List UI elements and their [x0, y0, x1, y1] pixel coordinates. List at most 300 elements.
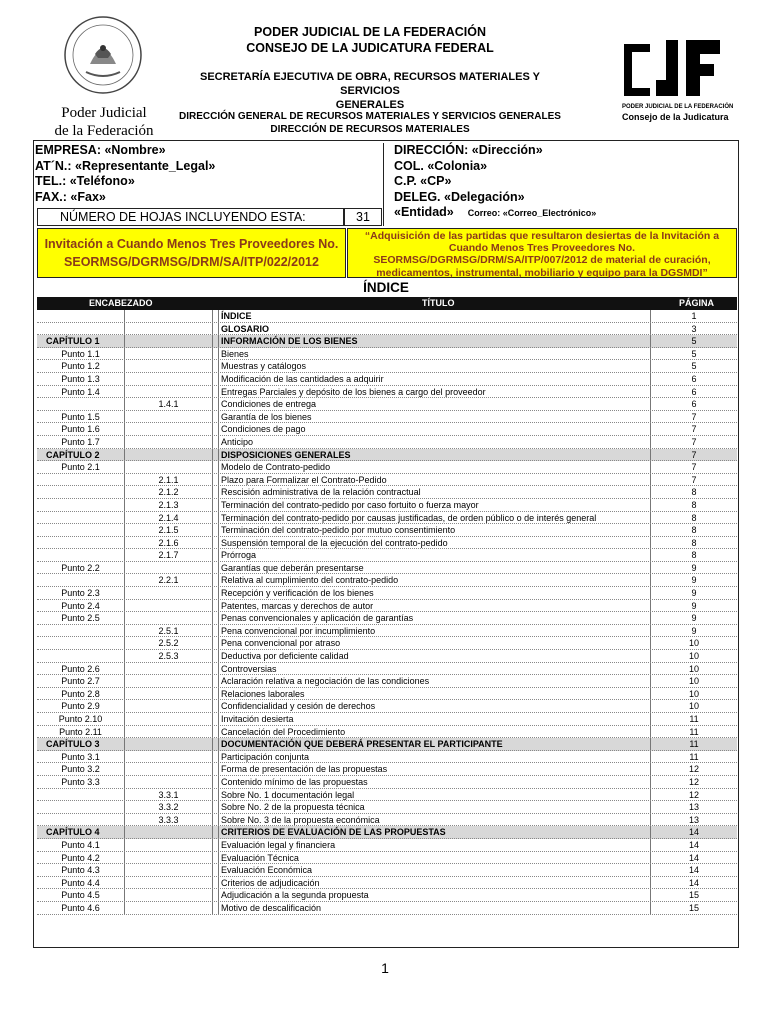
row-subpunto — [125, 675, 213, 687]
row-subpunto — [125, 688, 213, 700]
row-titulo: Participación conjunta — [219, 751, 651, 763]
row-titulo: Anticipo — [219, 436, 651, 448]
table-row — [37, 675, 737, 688]
row-subpunto — [125, 738, 213, 750]
index-table-body — [37, 310, 737, 915]
row-titulo: Relativa al cumplimiento del contrato-pedido — [219, 574, 651, 586]
row-subpunto — [125, 726, 213, 738]
row-pagina: 14 — [688, 827, 699, 838]
row-subpunto — [125, 587, 213, 599]
row-titulo: Muestras y catálogos — [219, 360, 651, 372]
row-titulo: Garantía de los bienes — [219, 411, 651, 423]
row-encabezado — [37, 776, 125, 788]
row-encabezado-label: Punto 4.1 — [61, 839, 100, 850]
row-encabezado — [37, 889, 125, 901]
table-row — [37, 864, 737, 877]
row-titulo: Adjudicación a la segunda propuesta — [219, 889, 651, 901]
row-subpunto: 2.1.7 — [125, 549, 213, 561]
row-pagina: 9 — [691, 562, 697, 573]
row-titulo: Cancelación del Procedimiento — [219, 726, 651, 738]
row-pagina: 5 — [691, 348, 697, 359]
row-titulo: DOCUMENTACIÓN QUE DEBERÁ PRESENTAR EL PARTICIPANTE — [219, 738, 651, 750]
row-encabezado — [37, 726, 125, 738]
row-titulo: Criterios de adjudicación — [219, 877, 651, 889]
invitation-right-line1: “Adquisición de las partidas que resultaron desiertas de la Invitación a — [364, 230, 720, 242]
row-subpunto — [125, 776, 213, 788]
table-row — [37, 738, 737, 751]
table-row — [37, 625, 737, 638]
row-titulo: Bienes — [219, 348, 651, 360]
row-encabezado-label: Punto 4.6 — [61, 902, 100, 913]
row-subpunto — [125, 663, 213, 675]
table-row — [37, 386, 737, 399]
table-row — [37, 436, 737, 449]
row-encabezado — [37, 814, 125, 826]
row-subpunto: 2.1.5 — [125, 524, 213, 536]
row-encabezado-label: Punto 2.9 — [61, 701, 100, 712]
table-row — [37, 889, 737, 902]
table-row — [37, 637, 737, 650]
row-subpunto — [125, 864, 213, 876]
table-row — [37, 814, 737, 827]
atn-field: AT´N.: «Representante_Legal» — [35, 158, 216, 173]
index-table — [37, 297, 737, 915]
row-encabezado — [37, 789, 125, 801]
row-encabezado-label: Punto 1.7 — [61, 436, 100, 447]
row-pagina: 11 — [689, 714, 699, 724]
row-pagina: 7 — [691, 449, 697, 460]
row-encabezado — [37, 373, 125, 385]
row-encabezado-label: Punto 2.7 — [61, 676, 100, 687]
row-encabezado — [37, 335, 125, 347]
row-subpunto — [125, 902, 213, 914]
row-encabezado-label: Punto 2.2 — [61, 562, 100, 573]
row-encabezado — [37, 675, 125, 687]
row-encabezado-label: Punto 4.4 — [61, 877, 100, 888]
row-pagina: 10 — [688, 688, 699, 699]
cp-field: C.P. «CP» — [394, 174, 452, 188]
row-encabezado-label: Punto 2.10 — [58, 714, 103, 724]
row-encabezado — [37, 688, 125, 700]
table-row — [37, 512, 737, 525]
row-pagina: 5 — [691, 336, 697, 347]
row-encabezado — [37, 449, 125, 461]
index-table-header — [37, 297, 737, 310]
row-pagina: 9 — [691, 575, 697, 586]
table-row — [37, 423, 737, 436]
invitation-left-line2: SEORMSG/DGRMSG/DRM/SA/ITP/022/2012 — [64, 255, 319, 269]
row-pagina: 10 — [688, 651, 699, 662]
row-subpunto — [125, 852, 213, 864]
row-pagina: 12 — [688, 764, 699, 775]
row-subpunto — [125, 386, 213, 398]
table-row — [37, 776, 737, 789]
row-titulo: Confidencialidad y cesión de derechos — [219, 700, 651, 712]
org-line2: CONSEJO DE LA JUDICATURA FEDERAL — [246, 41, 494, 55]
index-title: ÍNDICE — [363, 280, 409, 295]
row-titulo: Suspensión temporal de la ejecución del contrato-pedido — [219, 537, 651, 549]
row-encabezado-label: Punto 3.3 — [61, 776, 100, 787]
row-titulo: Deductiva por deficiente calidad — [219, 650, 651, 662]
address-info — [383, 143, 737, 226]
row-encabezado-label: Punto 1.2 — [61, 361, 100, 372]
table-row — [37, 486, 737, 499]
row-pagina: 7 — [691, 474, 697, 485]
row-subpunto — [125, 411, 213, 423]
row-titulo: Aclaración relativa a negociación de las condiciones — [219, 675, 651, 687]
row-subpunto — [125, 889, 213, 901]
row-pagina: 1 — [691, 311, 697, 321]
correo-field: Correo: «Correo_Electrónico» — [467, 208, 597, 218]
row-pagina: 7 — [691, 424, 697, 435]
row-subpunto: 2.1.1 — [125, 474, 213, 486]
table-row — [37, 373, 737, 386]
mexican-seal-icon — [62, 14, 144, 96]
row-subpunto — [125, 335, 213, 347]
row-encabezado — [37, 600, 125, 612]
row-encabezado — [37, 386, 125, 398]
table-row — [37, 474, 737, 487]
row-pagina: 11 — [689, 751, 699, 762]
row-subpunto — [125, 310, 213, 322]
row-titulo: Terminación del contrato-pedido por caso fortuito o fuerza mayor — [219, 499, 651, 511]
row-encabezado — [37, 877, 125, 889]
invitation-description-box — [347, 228, 737, 278]
row-encabezado — [37, 637, 125, 649]
row-subpunto — [125, 423, 213, 435]
row-pagina: 6 — [691, 373, 697, 384]
row-encabezado — [37, 751, 125, 763]
entidad-field: «Entidad» — [394, 205, 454, 219]
cjf-caption1: PODER JUDICIAL DE LA FEDERACIÓN — [622, 104, 734, 110]
table-row — [37, 411, 737, 424]
row-titulo: Patentes, marcas y derechos de autor — [219, 600, 651, 612]
row-subpunto — [125, 612, 213, 624]
row-encabezado — [37, 512, 125, 524]
col-titulo: TÍTULO — [422, 298, 455, 308]
row-subpunto: 1.4.1 — [125, 398, 213, 410]
row-pagina: 8 — [691, 537, 697, 548]
page-number: 1 — [381, 960, 389, 976]
row-titulo: CRITERIOS DE EVALUACIÓN DE LAS PROPUESTAS — [219, 826, 651, 838]
row-subpunto: 3.3.1 — [125, 789, 213, 801]
table-row — [37, 587, 737, 600]
org-heading — [170, 24, 570, 56]
row-subpunto — [125, 751, 213, 763]
row-pagina: 6 — [691, 399, 697, 410]
table-row — [37, 360, 737, 373]
row-titulo: Terminación del contrato-pedido por mutuo consentimiento — [219, 524, 651, 536]
row-subpunto — [125, 449, 213, 461]
row-encabezado-label: CAPÍTULO 2 — [46, 449, 100, 460]
row-pagina: 9 — [691, 625, 697, 636]
row-subpunto — [125, 713, 213, 725]
table-row — [37, 499, 737, 512]
invitation-number-box — [37, 228, 346, 278]
table-row — [37, 449, 737, 462]
row-subpunto: 2.5.2 — [125, 637, 213, 649]
row-encabezado — [37, 323, 125, 335]
table-row — [37, 612, 737, 625]
row-titulo: Relaciones laborales — [219, 688, 651, 700]
secretaria-heading — [170, 70, 570, 112]
row-pagina: 6 — [691, 386, 697, 397]
row-titulo: Plazo para Formalizar el Contrato-Pedido — [219, 474, 651, 486]
table-row — [37, 826, 737, 839]
row-subpunto — [125, 323, 213, 335]
row-titulo: Controversias — [219, 663, 651, 675]
hojas-label: NÚMERO DE HOJAS INCLUYENDO ESTA: — [37, 208, 344, 226]
row-encabezado — [37, 474, 125, 486]
row-encabezado — [37, 537, 125, 549]
row-pagina: 8 — [691, 512, 697, 523]
row-titulo: ÍNDICE — [219, 310, 651, 322]
row-subpunto — [125, 839, 213, 851]
row-subpunto — [125, 461, 213, 473]
pj-line1: Poder Judicial — [61, 105, 147, 121]
row-encabezado — [37, 713, 125, 725]
col-encabezado: ENCABEZADO — [89, 298, 153, 308]
row-encabezado — [37, 738, 125, 750]
row-titulo: Garantías que deberán presentarse — [219, 562, 651, 574]
row-encabezado — [37, 461, 125, 473]
row-titulo: Rescisión administrativa de la relación contractual — [219, 486, 651, 498]
row-encabezado — [37, 310, 125, 322]
row-titulo: Prórroga — [219, 549, 651, 561]
invitation-right-line3: SEORMSG/DGRMSG/DRM/SA/ITP/007/2012 de material de curación, — [373, 254, 711, 267]
table-row — [37, 700, 737, 713]
row-encabezado — [37, 663, 125, 675]
row-pagina: 11 — [689, 739, 699, 750]
row-pagina: 10 — [688, 663, 699, 674]
row-encabezado — [37, 763, 125, 775]
row-pagina: 8 — [691, 487, 697, 498]
row-encabezado — [37, 411, 125, 423]
table-row — [37, 726, 737, 739]
poder-judicial-label — [30, 104, 178, 140]
row-titulo: Forma de presentación de las propuestas — [219, 763, 651, 775]
invitation-right-line4: medicamentos, instrumental, mobiliario y equipo para la DGSMDI” — [376, 266, 708, 279]
fax-field: FAX.: «Fax» — [35, 189, 106, 204]
dir-line1: DIRECCIÓN GENERAL DE RECURSOS MATERIALES Y SERVICIOS GENERALES — [179, 111, 561, 122]
row-subpunto — [125, 360, 213, 372]
row-subpunto: 2.1.4 — [125, 512, 213, 524]
row-encabezado — [37, 486, 125, 498]
table-row — [37, 852, 737, 865]
table-row — [37, 763, 737, 776]
row-titulo: INFORMACIÓN DE LOS BIENES — [219, 335, 651, 347]
empresa-field: EMPRESA: «Nombre» — [35, 143, 166, 157]
row-encabezado — [37, 524, 125, 536]
row-subpunto — [125, 373, 213, 385]
row-pagina: 12 — [688, 776, 699, 787]
row-pagina: 14 — [688, 852, 699, 863]
row-subpunto: 2.1.3 — [125, 499, 213, 511]
row-titulo: Evaluación legal y financiera — [219, 839, 651, 851]
row-pagina: 9 — [691, 600, 697, 611]
row-subpunto: 3.3.2 — [125, 801, 213, 813]
row-titulo: Recepción y verificación de los bienes — [219, 587, 651, 599]
row-encabezado-label: Punto 3.2 — [61, 764, 100, 775]
row-pagina: 10 — [688, 701, 699, 712]
row-titulo: Evaluación Técnica — [219, 852, 651, 864]
table-row — [37, 335, 737, 348]
table-row — [37, 310, 737, 323]
row-encabezado-label: CAPÍTULO 3 — [46, 739, 100, 750]
row-encabezado-label: Punto 4.3 — [61, 865, 100, 876]
row-subpunto — [125, 562, 213, 574]
row-encabezado — [37, 423, 125, 435]
direccion-heading — [170, 110, 570, 136]
row-encabezado-label: Punto 1.5 — [61, 411, 100, 422]
table-row — [37, 600, 737, 613]
table-row — [37, 524, 737, 537]
tel-field: TEL.: «Teléfono» — [35, 174, 135, 188]
row-subpunto: 2.1.6 — [125, 537, 213, 549]
row-subpunto — [125, 877, 213, 889]
row-pagina: 14 — [688, 865, 699, 876]
row-encabezado — [37, 549, 125, 561]
row-encabezado-label: Punto 1.4 — [61, 386, 100, 397]
row-titulo: Pena convencional por atraso — [219, 637, 651, 649]
row-subpunto — [125, 348, 213, 360]
row-subpunto: 2.2.1 — [125, 574, 213, 586]
row-encabezado — [37, 398, 125, 410]
org-line1: PODER JUDICIAL DE LA FEDERACIÓN — [254, 25, 486, 39]
row-pagina: 11 — [689, 726, 699, 737]
direccion-field: DIRECCIÓN: «Dirección» — [394, 143, 543, 157]
row-encabezado-label: Punto 2.1 — [61, 462, 100, 473]
row-titulo: Evaluación Económica — [219, 864, 651, 876]
row-titulo: DISPOSICIONES GENERALES — [219, 449, 651, 461]
row-encabezado — [37, 574, 125, 586]
row-titulo: Motivo de descalificación — [219, 902, 651, 914]
entidad-line — [394, 205, 737, 222]
row-titulo: Sobre No. 1 documentación legal — [219, 789, 651, 801]
row-encabezado — [37, 839, 125, 851]
row-encabezado-label: Punto 2.4 — [61, 600, 100, 611]
row-pagina: 15 — [688, 902, 699, 913]
delegacion-field: DELEG. «Delegación» — [394, 189, 525, 204]
row-titulo: Invitación desierta — [219, 713, 651, 725]
col-pagina: PÁGINA — [679, 298, 715, 308]
row-encabezado — [37, 436, 125, 448]
row-pagina: 14 — [688, 839, 699, 850]
row-encabezado — [37, 864, 125, 876]
row-encabezado-label: Punto 1.6 — [61, 424, 100, 435]
table-row — [37, 398, 737, 411]
row-titulo: Sobre No. 2 de la propuesta técnica — [219, 801, 651, 813]
table-row — [37, 751, 737, 764]
row-subpunto — [125, 826, 213, 838]
row-titulo: Modificación de las cantidades a adquirir — [219, 373, 651, 385]
row-pagina: 8 — [691, 550, 697, 561]
row-pagina: 9 — [691, 588, 697, 599]
row-encabezado — [37, 650, 125, 662]
row-encabezado-label: Punto 1.3 — [61, 373, 100, 384]
row-titulo: Terminación del contrato-pedido por causas justificadas, de orden público o de interés general — [219, 512, 651, 524]
table-row — [37, 549, 737, 562]
table-row — [37, 839, 737, 852]
row-encabezado — [37, 625, 125, 637]
row-encabezado-label: Punto 1.1 — [61, 348, 100, 359]
row-pagina: 10 — [688, 676, 699, 687]
row-pagina: 3 — [691, 323, 697, 334]
table-row — [37, 461, 737, 474]
invitation-left-line1: Invitación a Cuando Menos Tres Proveedores No. — [44, 237, 339, 251]
row-titulo: Condiciones de entrega — [219, 398, 651, 410]
table-row — [37, 801, 737, 814]
row-encabezado-label: Punto 2.11 — [59, 726, 102, 737]
row-pagina: 8 — [691, 525, 697, 536]
row-encabezado — [37, 826, 125, 838]
table-row — [37, 323, 737, 336]
table-row — [37, 713, 737, 726]
row-subpunto — [125, 600, 213, 612]
row-encabezado-label: Punto 2.6 — [61, 663, 100, 674]
table-row — [37, 348, 737, 361]
row-encabezado — [37, 587, 125, 599]
table-row — [37, 537, 737, 550]
row-subpunto: 2.5.3 — [125, 650, 213, 662]
row-titulo: GLOSARIO — [219, 323, 651, 335]
table-row — [37, 663, 737, 676]
row-pagina: 13 — [688, 802, 699, 813]
sec-line1: SECRETARÍA EJECUTIVA DE OBRA, RECURSOS MATERIALES Y SERVICIOS — [199, 71, 541, 97]
row-subpunto — [125, 700, 213, 712]
row-pagina: 8 — [691, 499, 697, 510]
row-pagina: 10 — [688, 638, 699, 649]
company-info — [35, 143, 365, 205]
row-encabezado — [37, 612, 125, 624]
row-pagina: 15 — [688, 890, 699, 901]
row-encabezado — [37, 700, 125, 712]
row-pagina: 7 — [691, 436, 697, 447]
hojas-value: 31 — [344, 208, 382, 226]
row-subpunto: 3.3.3 — [125, 814, 213, 826]
row-pagina: 9 — [691, 613, 697, 624]
cjf-caption2: Consejo de la Judicatura — [622, 112, 729, 122]
row-encabezado-label: Punto 3.1 — [61, 751, 100, 762]
row-titulo: Penas convencionales y aplicación de garantías — [219, 612, 651, 624]
row-encabezado — [37, 562, 125, 574]
row-pagina: 13 — [688, 814, 699, 825]
table-row — [37, 877, 737, 890]
table-row — [37, 574, 737, 587]
row-encabezado-label: Punto 2.5 — [61, 613, 100, 624]
row-encabezado — [37, 499, 125, 511]
row-encabezado-label: Punto 4.2 — [61, 852, 100, 863]
row-encabezado — [37, 852, 125, 864]
row-subpunto: 2.5.1 — [125, 625, 213, 637]
table-row — [37, 650, 737, 663]
row-encabezado-label: CAPÍTULO 4 — [46, 827, 100, 838]
row-titulo: Entregas Parciales y depósito de los bienes a cargo del proveedor — [219, 386, 651, 398]
row-titulo: Modelo de Contrato-pedido — [219, 461, 651, 473]
row-encabezado-label: Punto 4.5 — [61, 890, 100, 901]
row-titulo: Sobre No. 3 de la propuesta económica — [219, 814, 651, 826]
table-row — [37, 902, 737, 915]
row-subpunto — [125, 436, 213, 448]
row-pagina: 7 — [691, 411, 697, 422]
invitation-right-line2: Cuando Menos Tres Proveedores No. — [448, 242, 636, 255]
row-pagina: 5 — [691, 361, 697, 372]
table-row — [37, 688, 737, 701]
pj-line2: de la Federación — [54, 123, 154, 139]
row-encabezado-label: Punto 2.3 — [61, 588, 100, 599]
row-pagina: 7 — [691, 462, 697, 473]
table-row — [37, 562, 737, 575]
